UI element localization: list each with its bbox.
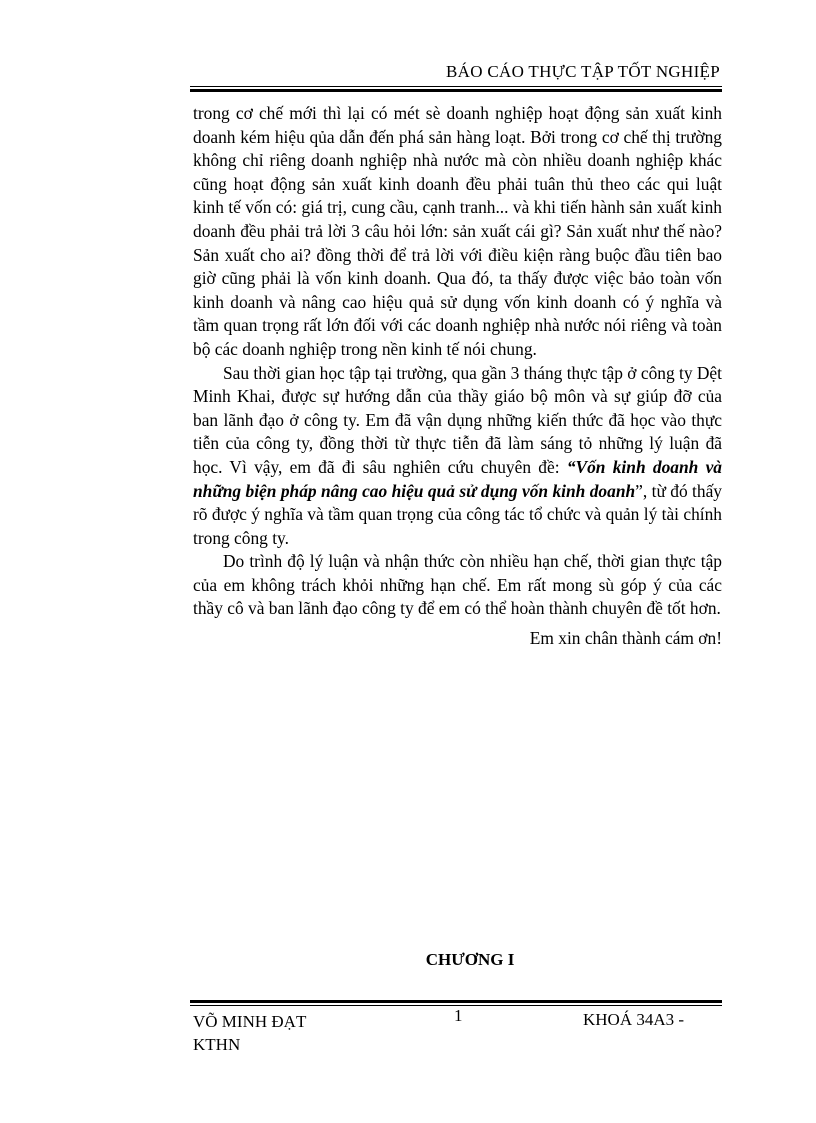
- document-body: [193, 102, 722, 651]
- page-number: 1: [454, 1006, 463, 1025]
- header-rule: [190, 86, 722, 92]
- thanks-line: Em xin chân thành cám ơn!: [529, 628, 722, 649]
- paragraph-2: [193, 362, 722, 551]
- footer-author: VÕ MINH ĐẠT KTHN: [193, 1012, 307, 1054]
- paragraph-1: trong cơ chế mới thì lại có mét sè doanh nghiệp hoạt động sản xuất kinh doanh kém hiệu qủa dẫn đến phá sản hàng loạt. Bởi trong cơ chế thị trường không chỉ riêng doanh nghiệp nhà nước mà còn nhiều doanh nghiệp khác cũng hoạt động sản xuất kinh doanh đều phải tuân thủ theo các qui luật kinh tế vốn có: giá trị, cung cầu, cạnh tranh... và khi tiến hành sản xuất kinh doanh đều phải trả lời 3 câu hỏi lớn: sản xuất cái gì? Sản xuất như thế nào? Sản xuất cho ai? đồng thời để trả lời với điều kiện ràng buộc đầu tiên bao giờ cũng phải là vốn kinh doanh. Qua đó, ta thấy được việc bảo toàn vốn kinh doanh và nâng cao hiệu quả sử dụng vốn kinh doanh có ý nghĩa và tầm quan trọng rất lớn đối với các doanh nghiệp nhà nước nói riêng và toàn bộ các doanh nghiệp trong nền kinh tế nói chung.: [193, 103, 722, 359]
- paragraph-3: Do trình độ lý luận và nhận thức còn nhiều hạn chế, thời gian thực tập của em không trách khỏi những hạn chế. Em rất mong sù góp ý của các thầy cô và ban lãnh đạo công ty để em có thể hoàn thành chuyên đề tốt hơn.: [193, 551, 722, 619]
- chapter-heading: CHƯƠNG I: [425, 950, 515, 969]
- footer-course: KHOÁ 34A3 -: [583, 1010, 685, 1029]
- report-topic-title: “Vốn kinh doanh và những biện pháp nâng cao hiệu quả sử dụng vốn kinh doanh: [193, 456, 722, 501]
- header-title: BÁO CÁO THỰC TẬP TỐT NGHIỆP: [446, 62, 720, 81]
- paragraph-2-text: Sau thời gian học tập tại trường, qua gần 3 tháng thực tập ở công ty Dệt Minh Khai, được sự hướng dẫn của thầy giáo bộ môn và sự giúp đỡ của ban lãnh đạo ở công ty. Em đã vận dụng những kiến thức đã học vào thực tiễn của công ty, đồng thời từ thực tiễn đã làm sáng tỏ những lý luận đã học. Vì vậy, em đã đi sâu nghiên cứu chuyên đề:: [193, 362, 722, 477]
- paragraph-2-rest: ”, từ đó thấy rõ được ý nghĩa và tầm quan trọng của công tác tổ chức và quản lý tài chính trong công ty.: [193, 480, 722, 548]
